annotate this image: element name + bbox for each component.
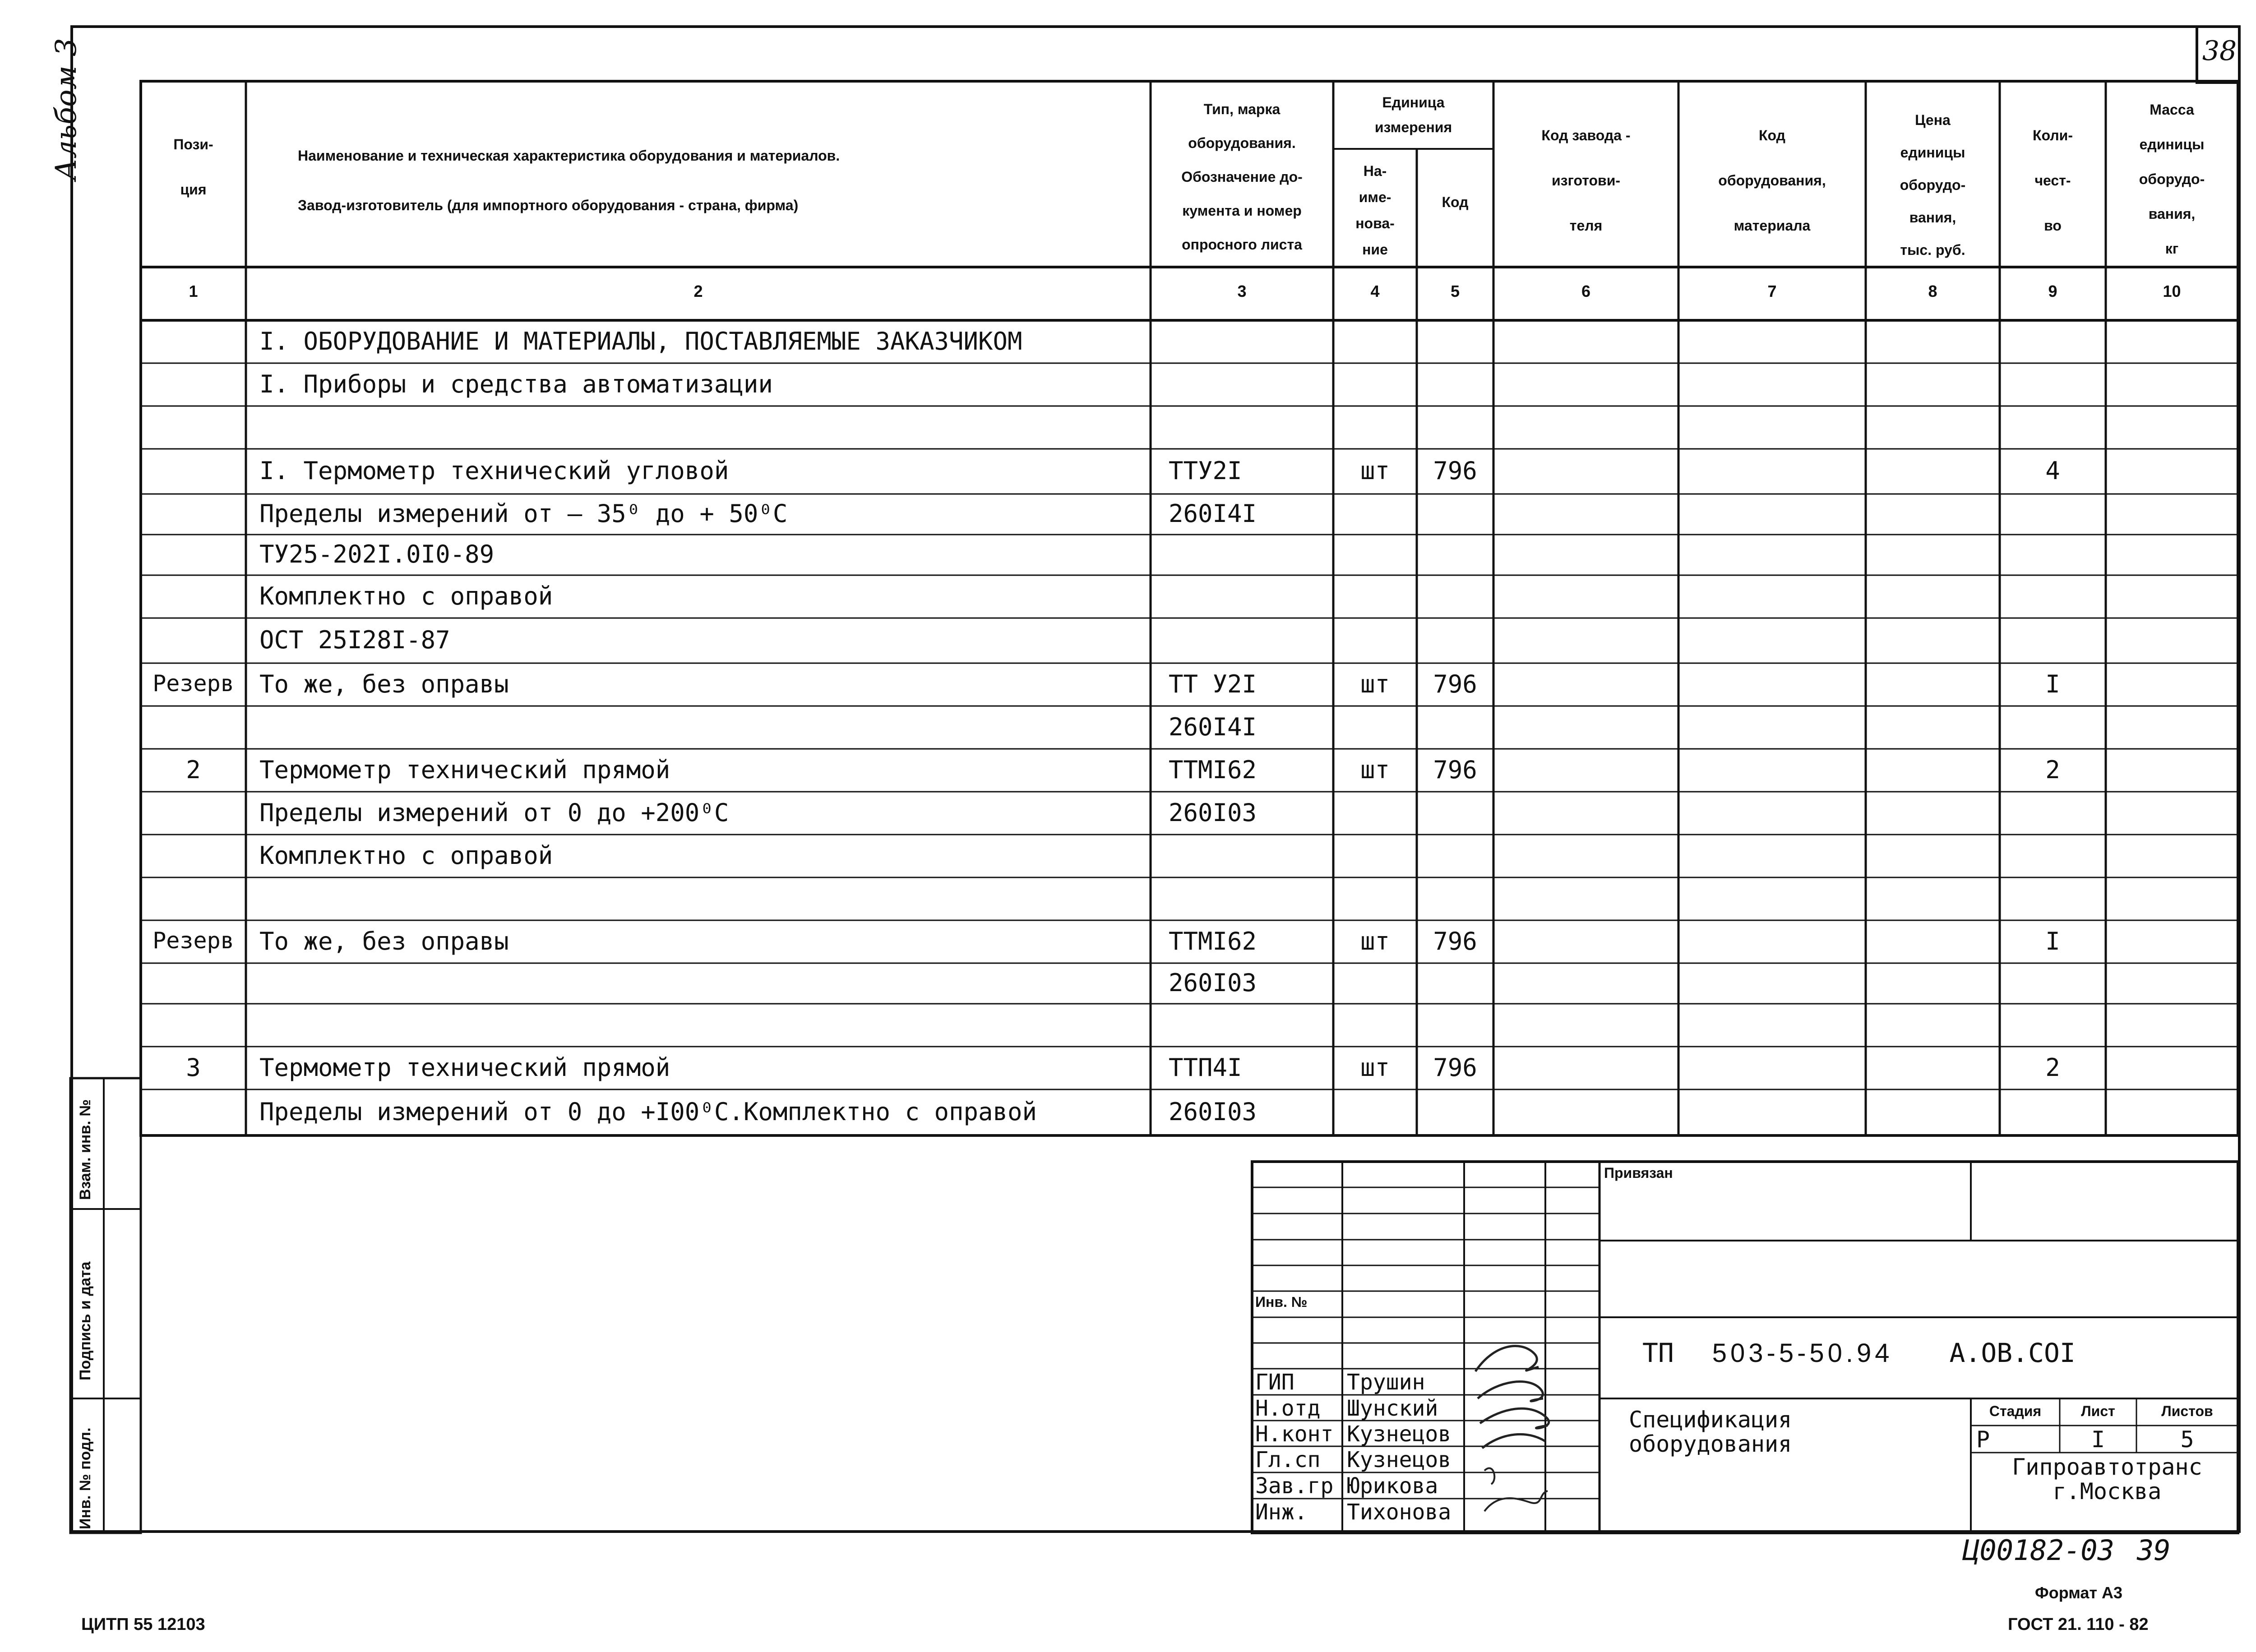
- cell-unit: шт: [1360, 927, 1390, 955]
- cell-type: ТТМI62: [1169, 927, 1257, 955]
- sheets-value: 5: [2180, 1426, 2194, 1453]
- cell-type: 260I03: [1169, 798, 1257, 827]
- sheet-value: I: [2091, 1426, 2105, 1453]
- stage-value: Р: [1976, 1426, 1990, 1453]
- cell-type: ТТП4I: [1169, 1053, 1242, 1082]
- archive-code: Ц00182-03 39: [1963, 1534, 2171, 1567]
- header-equipment-code: Код оборудования, материала: [1718, 127, 1826, 234]
- header-unit-code: Код: [1442, 194, 1469, 210]
- colnum-2: 2: [693, 282, 703, 300]
- cell-type: ТТМI62: [1169, 755, 1257, 784]
- cell-name: Пределы измерений от – 35⁰ до + 50⁰С: [259, 499, 788, 528]
- colnum-7: 7: [1767, 282, 1777, 300]
- signer-name: Юрикова: [1347, 1473, 1438, 1499]
- cell-code: 796: [1433, 457, 1477, 485]
- cell-qty: I: [2045, 927, 2060, 955]
- colnum-9: 9: [2048, 282, 2057, 300]
- cell-name: То же, без оправы: [259, 669, 509, 698]
- cell-unit: шт: [1360, 457, 1390, 485]
- header-position: Пози- ция: [173, 136, 213, 198]
- sheet-header: Лист: [2081, 1403, 2115, 1419]
- colnum-5: 5: [1450, 282, 1460, 300]
- cell-name: Комплектно с оправой: [259, 841, 553, 870]
- cell-type: 260I4I: [1169, 499, 1257, 528]
- header-factory-code: Код завода - изготови- теля: [1541, 127, 1631, 234]
- colnum-10: 10: [2163, 282, 2181, 300]
- signer-role: Гл.сп: [1255, 1447, 1321, 1472]
- cell-type: ТТ У2I: [1169, 669, 1257, 698]
- cell-unit: шт: [1360, 755, 1390, 784]
- colnum-8: 8: [1928, 282, 1937, 300]
- signer-role: Зав.гр: [1255, 1473, 1334, 1499]
- signer-role: Н.отд: [1255, 1396, 1321, 1421]
- cell-name: I. Термометр технический угловой: [259, 457, 729, 485]
- cell-name: I. ОБОРУДОВАНИЕ И МАТЕРИАЛЫ, ПОСТАВЛЯЕМЫЕ ЗАКАЗЧИКОМ: [259, 327, 1022, 355]
- header-unit-group: Единица измерения: [1374, 94, 1452, 135]
- signer-role: ГИП: [1255, 1370, 1294, 1395]
- side-stamp-signature-date: Подпись и дата: [77, 1261, 94, 1380]
- signature-scribbles: [1466, 1335, 1557, 1525]
- cell-name: Пределы измерений от 0 до +I00⁰С.Комплектно с оправой: [259, 1098, 1037, 1126]
- inv-number-label: Инв. №: [1255, 1294, 1308, 1310]
- cell-type: 260I03: [1169, 969, 1257, 997]
- gost-label: ГОСТ 21. 110 - 82: [2008, 1615, 2149, 1634]
- side-stamp-inv-podl: Инв. № подл.: [77, 1427, 94, 1529]
- cell-pos: Резерв: [153, 927, 234, 954]
- cell-name: ОСТ 25I28I-87: [259, 626, 450, 654]
- cell-type: 260I4I: [1169, 712, 1257, 741]
- colnum-4: 4: [1370, 282, 1380, 300]
- colnum-1: 1: [189, 282, 198, 300]
- doc-code: ТП 503-5-50.94 А.ОВ.СОI: [1642, 1338, 2076, 1368]
- cell-name: Термометр технический прямой: [259, 755, 670, 784]
- sheets-header: Листов: [2161, 1403, 2213, 1419]
- cell-pos: 3: [186, 1053, 201, 1082]
- side-stamp-vzam-inv: Взам. инв. №: [77, 1099, 94, 1200]
- cell-pos: Резерв: [153, 670, 234, 697]
- signer-role: Н.конт: [1255, 1421, 1334, 1447]
- signer-name: Трушин: [1347, 1370, 1425, 1395]
- signer-role: Инж.: [1255, 1500, 1308, 1525]
- cell-name: Комплектно с оправой: [259, 581, 553, 610]
- stage-header: Стадия: [1989, 1403, 2042, 1419]
- cell-name: I. Приборы и средства автоматизации: [259, 369, 773, 398]
- header-name: Наименование и техническая характеристика оборудования и материалов. Завод-изготовитель (для импортного оборудования - страна, фирма): [298, 148, 840, 213]
- cell-qty: 2: [2045, 755, 2060, 784]
- privyazan-label: Привязан: [1604, 1165, 1673, 1181]
- cell-code: 796: [1433, 669, 1477, 698]
- format-label: Формат А3: [2035, 1583, 2123, 1602]
- cell-code: 796: [1433, 755, 1477, 784]
- doc-title: Спецификация оборудования: [1629, 1407, 1792, 1457]
- signer-name: Кузнецов: [1347, 1447, 1452, 1472]
- sheet-number: 38: [2202, 35, 2237, 67]
- cell-name: ТУ25-202I.0I0-89: [259, 540, 495, 568]
- cell-type: ТТУ2I: [1169, 457, 1242, 485]
- signer-name: Шунский: [1347, 1396, 1438, 1421]
- signer-name: Тихонова: [1347, 1500, 1452, 1525]
- cell-pos: 2: [186, 755, 201, 784]
- cell-name: То же, без оправы: [259, 927, 509, 955]
- cell-unit: шт: [1360, 1053, 1390, 1082]
- cell-unit: шт: [1360, 669, 1390, 698]
- header-mass: Масса единицы оборудо- вания, кг: [2139, 102, 2205, 257]
- cell-qty: I: [2045, 669, 2060, 698]
- colnum-3: 3: [1237, 282, 1247, 300]
- cell-qty: 4: [2045, 457, 2060, 485]
- cell-name: Термометр технический прямой: [259, 1053, 670, 1082]
- printer-label: ЦИТП 55 12103: [81, 1615, 205, 1634]
- cell-code: 796: [1433, 927, 1477, 955]
- album-label: Альбом 3: [50, 38, 83, 180]
- cell-name: Пределы измерений от 0 до +200⁰С: [259, 798, 729, 827]
- cell-type: 260I03: [1169, 1098, 1257, 1126]
- cell-code: 796: [1433, 1053, 1477, 1082]
- header-price: Цена единицы оборудо- вания, тыс. руб.: [1900, 112, 1966, 258]
- cell-qty: 2: [2045, 1053, 2060, 1082]
- organization: Гипроавтотранс г.Москва: [2012, 1454, 2202, 1504]
- colnum-6: 6: [1581, 282, 1591, 300]
- header-quantity: Коли- чест- во: [2033, 127, 2073, 234]
- signer-name: Кузнецов: [1347, 1421, 1452, 1447]
- header-unit-name: На- име- нова- ние: [1355, 163, 1395, 258]
- header-type: Тип, марка оборудования. Обозначение до- кумента и номер опросного листа: [1181, 101, 1303, 253]
